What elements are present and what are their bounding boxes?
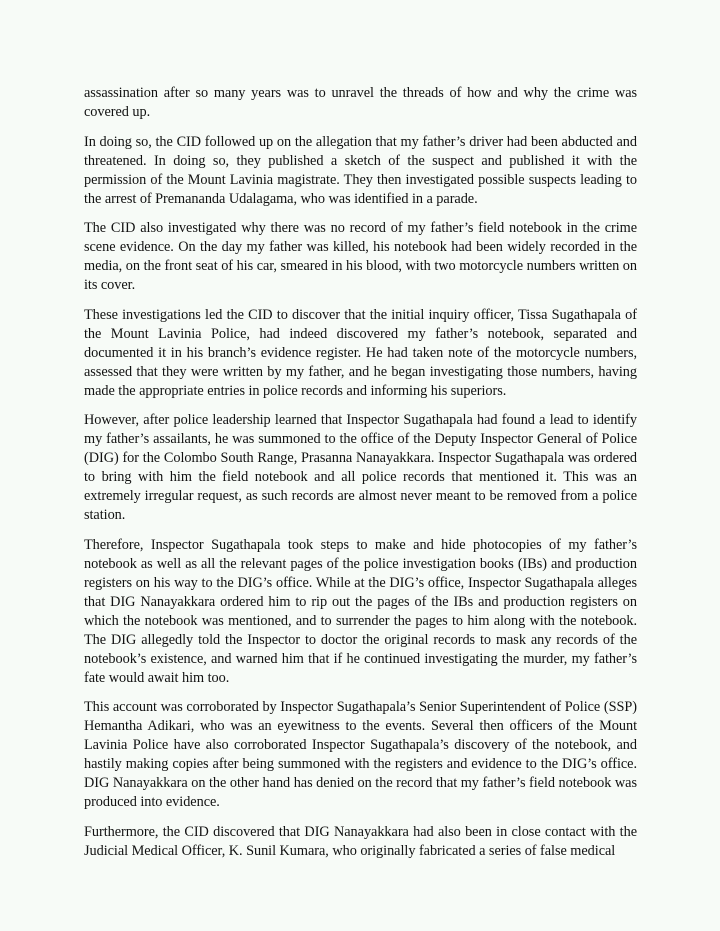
paragraph-driver-abduction: In doing so, the CID followed up on the allegation that my father’s driver had been abducted and threatened. In doing so, they published a sketch of the suspect and published it with the permission of the Mount Lavinia magistrate. They then investigated possible suspects leading to the arrest of Premananda Udalagama, who was identified in a parade. bbox=[84, 133, 637, 207]
paragraph-field-notebook: The CID also investigated why there was no record of my father’s field notebook in the crime scene evidence. On the day my father was killed, his notebook had been widely recorded in the media, on the front seat of his car, smeared in his blood, with two motorcycle numbers written on its cover. bbox=[84, 220, 637, 293]
document-page bbox=[84, 84, 637, 871]
paragraph-cover-up: assassination after so many years was to unravel the threads of how and why the crime was covered up. bbox=[84, 85, 637, 120]
paragraph-inquiry-officer: These investigations led the CID to discover that the initial inquiry officer, Tissa Sugathapala of the Mount Lavinia Police, had indeed discovered my father’s notebook, separated and documented it in his branch’s evidence register. He had taken note of the motorcycle numbers, assessed that they were written by my father, and he began investigating those numbers, having made the appropriate entries in police records and informing his superiors. bbox=[84, 306, 637, 399]
paragraph-photocopies: Therefore, Inspector Sugathapala took steps to make and hide photocopies of my father’s notebook as well as all the relevant pages of the police investigation books (IBs) and production registers on his way to the DIG’s office. While at the DIG’s office, Inspector Sugathapala alleges that DIG Nanayakkara ordered him to rip out the pages of the IBs and production registers on which the notebook was mentioned, and to surrender the pages to him along with the notebook. The DIG allegedly told the Inspector to doctor the original records to mask any records of the notebook’s existence, and warned him that if he continued investigating the murder, my father’s fate would await him too. bbox=[84, 536, 637, 686]
paragraph-corroboration: This account was corroborated by Inspector Sugathapala’s Senior Superintendent of Police (SSP) Hemantha Adikari, who was an eyewitness to the events. Several then officers of the Mount Lavinia Police have also corroborated Inspector Sugathapala’s discovery of the notebook, and hastily making copies after being summoned with the registers and evidence to the DIG’s office. DIG Nanayakkara on the other hand has denied on the record that my father’s field notebook was produced into evidence. bbox=[84, 699, 637, 810]
paragraph-dig-summons: However, after police leadership learned that Inspector Sugathapala had found a lead to identify my father’s assailants, he was summoned to the office of the Deputy Inspector General of Police (DIG) for the Colombo South Range, Prasanna Nanayakkara. Inspector Sugathapala was ordered to bring with him the field notebook and all police records that mentioned it. This was an extremely irregular request, as such records are almost never meant to be removed from a police station. bbox=[84, 412, 637, 523]
paragraph-medical-officer: Furthermore, the CID discovered that DIG Nanayakkara had also been in close contact with the Judicial Medical Officer, K. Sunil Kumara, who originally fabricated a series of false medical bbox=[84, 823, 637, 859]
